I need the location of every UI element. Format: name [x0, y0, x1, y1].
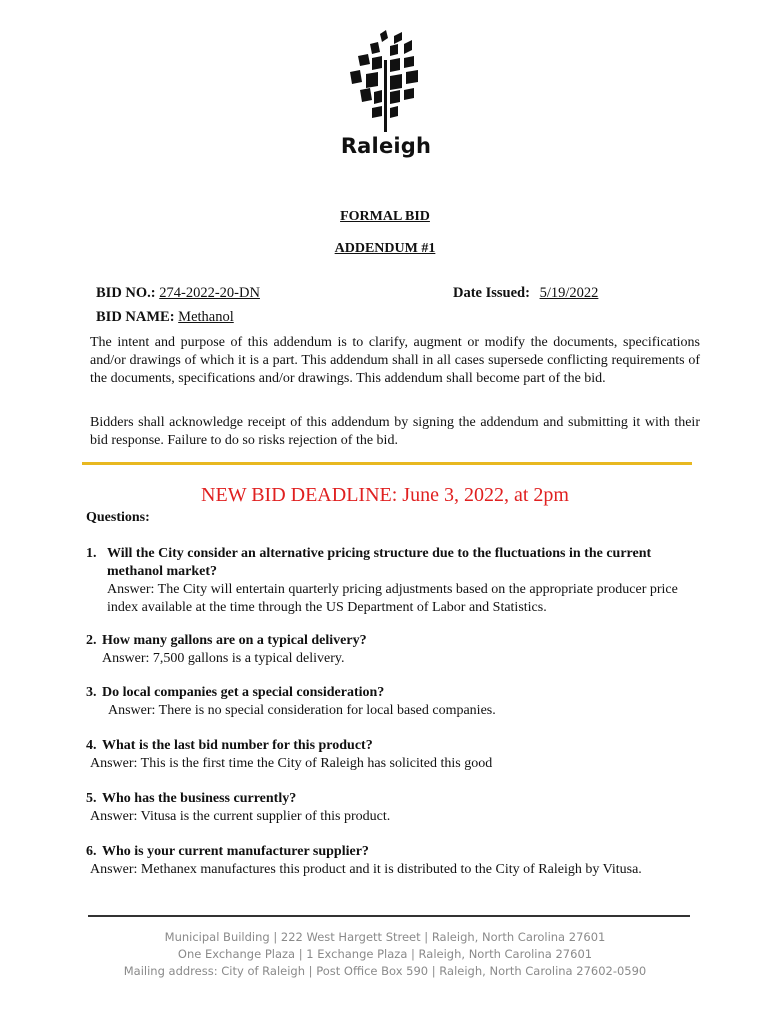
bid-number: [96, 285, 260, 302]
raleigh-tree-icon: [340, 30, 432, 134]
bid-number-label: BID NO.:: [96, 285, 156, 301]
question-text: Will the City consider an alternative pricing structure due to the fluctuations in the current methanol market?: [107, 546, 652, 579]
acknowledge-paragraph: Bidders shall acknowledge receipt of this addendum by signing the addendum and submitting it with their bid response. Failure to do so risks rejection of the bid.: [90, 415, 700, 448]
answer-text: Answer: Vitusa is the current supplier of this product.: [90, 809, 391, 824]
question-number: 6.: [86, 844, 97, 859]
question-text: Who is your current manufacturer supplier?: [102, 844, 369, 859]
question-text: Do local companies get a special consideration?: [102, 685, 385, 700]
date-issued-value: 5/19/2022: [539, 285, 599, 301]
answer-text: Answer: The City will entertain quarterly pricing adjustments based on the appropriate producer price index available at the time through the US Department of Labor and Statistics.: [107, 582, 678, 615]
question-number: 1.: [86, 546, 97, 561]
date-issued-label: Date Issued:: [453, 285, 530, 301]
question-4: [86, 737, 702, 773]
new-bid-deadline: NEW BID DEADLINE: June 3, 2022, at 2pm: [201, 484, 569, 506]
question-3: [86, 684, 702, 720]
question-2: [86, 632, 702, 668]
footer-divider: [88, 915, 690, 917]
question-6: [86, 843, 702, 879]
question-text: What is the last bid number for this product?: [102, 738, 373, 753]
question-5: [86, 790, 702, 826]
intent-paragraph: The intent and purpose of this addendum is to clarify, augment or modify the documents, specifications and/or drawings of which it is a part. This addendum shall in all cases supersede conflicting requirements of the documents, specifications and/or drawings. This addendum shall become part of the bid.: [90, 335, 700, 386]
bid-number-value: 274-2022-20-DN: [159, 285, 260, 301]
bid-name-label: BID NAME:: [96, 309, 175, 325]
doc-subtitle: ADDENDUM #1: [334, 241, 436, 256]
question-number: 4.: [86, 738, 97, 753]
footer-line-3: Mailing address: City of Raleigh | Post Office Box 590 | Raleigh, North Carolina 27602-0590: [123, 964, 647, 978]
question-number: 5.: [86, 791, 97, 806]
answer-text: Answer: 7,500 gallons is a typical delivery.: [102, 651, 345, 666]
logo-wordmark: Raleigh: [340, 134, 432, 158]
footer-line-2: One Exchange Plaza | 1 Exchange Plaza | Raleigh, North Carolina 27601: [177, 947, 593, 961]
question-1: [86, 545, 702, 617]
answer-text: Answer: Methanex manufactures this product and it is distributed to the City of Raleigh by Vitusa.: [90, 862, 642, 877]
questions-heading: Questions:: [86, 510, 150, 525]
answer-text: Answer: There is no special consideration for local based companies.: [108, 703, 496, 718]
bid-name-value: Methanol: [178, 309, 234, 325]
date-issued: [453, 285, 598, 302]
doc-title: FORMAL BID: [340, 209, 430, 224]
question-text: How many gallons are on a typical delivery?: [102, 633, 367, 648]
question-number: 2.: [86, 633, 97, 648]
footer-line-1: Municipal Building | 222 West Hargett Street | Raleigh, North Carolina 27601: [164, 930, 606, 944]
answer-text: Answer: This is the first time the City of Raleigh has solicited this good: [90, 756, 493, 771]
gold-divider: [82, 462, 692, 465]
raleigh-logo: [340, 30, 432, 162]
bid-name: [96, 309, 234, 326]
question-text: Who has the business currently?: [102, 791, 297, 806]
question-number: 3.: [86, 685, 97, 700]
